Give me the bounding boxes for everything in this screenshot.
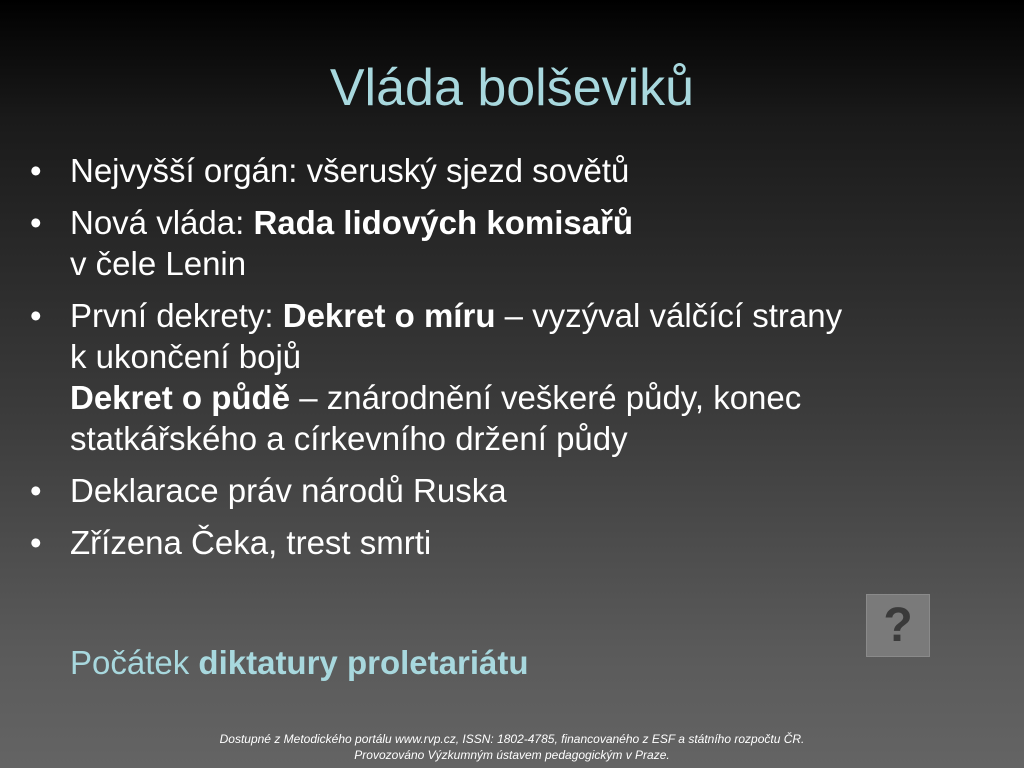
- summary-bold-text: diktatury proletariátu: [198, 644, 529, 681]
- bullet-item: [28, 295, 1018, 459]
- bullet-item: [28, 470, 1018, 511]
- summary-prefix: Počátek: [70, 644, 199, 681]
- bullet-suffix: – znárodnění veškeré půdy, konec: [290, 379, 802, 416]
- bullet-text: Zřízena Čeka, trest smrti: [70, 524, 432, 561]
- footer-line: Dostupné z Metodického portálu www.rvp.cz, ISSN: 1802-4785, financovaného z ESF a státního rozpočtu ČR.: [219, 732, 805, 746]
- bullet-line: v čele Lenin: [70, 245, 247, 282]
- bullet-bold-text: Dekret o půdě: [70, 379, 291, 416]
- bullet-prefix: Nová vláda:: [70, 204, 254, 241]
- bullet-item: [28, 150, 1018, 191]
- bullet-line: [70, 202, 1018, 243]
- bullet-list: [28, 150, 1018, 574]
- bullet-line: [70, 295, 1018, 336]
- bullet-dot: •: [30, 472, 42, 509]
- bullet-bold-text: Dekret o míru: [282, 297, 496, 334]
- footer: [0, 731, 1024, 763]
- slide-title: Vláda bolševiků: [329, 59, 695, 117]
- bullet-text: Deklarace práv národů Ruska: [70, 472, 507, 509]
- bullet-dot: •: [30, 152, 42, 189]
- bullet-item: [28, 522, 1018, 563]
- bullet-suffix: – vyzýval válčící strany: [495, 297, 843, 334]
- bullet-text: Nejvyšší orgán: všeruský sjezd sovětů: [70, 152, 630, 189]
- summary-line: [70, 644, 529, 682]
- bullet-dot: •: [30, 524, 42, 561]
- bullet-dot: •: [30, 297, 42, 334]
- bullet-prefix: První dekrety:: [70, 297, 283, 334]
- bullet-dot: •: [30, 204, 42, 241]
- footer-line: Provozováno Výzkumným ústavem pedagogickým v Praze.: [354, 748, 670, 762]
- question-mark-icon: ?: [883, 598, 913, 652]
- question-mark-button[interactable]: [866, 594, 930, 657]
- bullet-item: [28, 202, 1018, 284]
- bullet-line: [70, 377, 1018, 418]
- bullet-line: statkářského a církevního držení půdy: [70, 420, 628, 457]
- bullet-bold-text: Rada lidových komisařů: [253, 204, 634, 241]
- bullet-line: k ukončení bojů: [70, 338, 302, 375]
